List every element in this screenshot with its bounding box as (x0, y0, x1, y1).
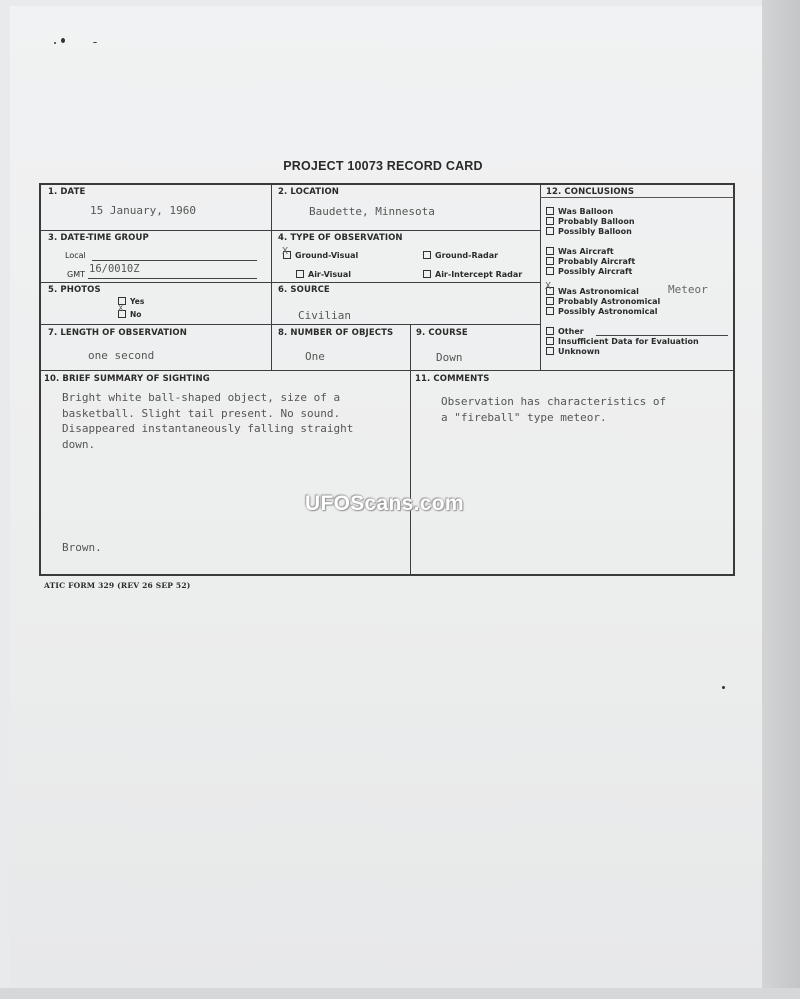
location-value: Baudette, Minnesota (309, 205, 435, 218)
checkbox-icon (423, 270, 431, 278)
grid-line (410, 324, 411, 576)
grid-line (40, 370, 734, 371)
conclusion-probably-astronomical (546, 297, 660, 306)
checkbox-icon (546, 207, 554, 215)
conclusion-text: Probably Astronomical (558, 297, 661, 306)
page-bottom-shadow (0, 988, 800, 999)
option-label: Air-Intercept Radar (435, 270, 523, 279)
conclusion-was-aircraft (546, 247, 614, 256)
conclusion-text: Was Astronomical (558, 287, 639, 296)
conclusion-text: Possibly Balloon (558, 227, 632, 236)
option-label: Air-Visual (308, 270, 352, 279)
grid-line (40, 230, 540, 231)
dtg-local-line (92, 260, 257, 261)
conclusion-was-astronomical (546, 287, 639, 296)
scan-speck (93, 42, 97, 43)
scan-speck (61, 38, 65, 43)
conclusion-insufficient-data (546, 337, 699, 346)
num-objects-label: 8. NUMBER OF OBJECTS (278, 328, 394, 338)
checkbox-icon (546, 337, 554, 345)
checkbox-icon (296, 270, 304, 278)
dtg-gmt-value: 16/0010Z (89, 263, 140, 275)
dtg-gmt-line (88, 278, 257, 279)
conclusion-probably-balloon (546, 217, 635, 226)
checkbox-icon (546, 247, 554, 255)
length-value: one second (88, 349, 155, 362)
grid-line (271, 184, 272, 371)
checkbox-icon (546, 257, 554, 265)
grid-line (540, 184, 541, 371)
conclusion-text: Unknown (558, 347, 600, 356)
conclusion-possibly-aircraft (546, 267, 632, 276)
scan-speck (54, 42, 56, 44)
length-label: 7. LENGTH OF OBSERVATION (48, 328, 187, 338)
photos-label: 5. PHOTOS (48, 285, 101, 295)
conclusion-annotation: Meteor (668, 283, 708, 296)
conclusion-text: Was Balloon (558, 207, 614, 216)
checkbox-icon (423, 251, 431, 259)
option-label: No (130, 310, 142, 319)
conclusion-text: Possibly Astronomical (558, 307, 658, 316)
checkmark-icon: X (282, 246, 289, 257)
checkbox-icon (546, 347, 554, 355)
conclusion-other (546, 327, 584, 336)
conclusion-text: Probably Balloon (558, 217, 635, 226)
scan-speck (722, 686, 725, 689)
date-label: 1. DATE (48, 187, 86, 197)
source-value: Civilian (298, 309, 351, 322)
conclusion-text: Probably Aircraft (558, 257, 636, 266)
conclusion-was-balloon (546, 207, 613, 216)
option-label: Ground-Radar (435, 251, 499, 260)
form-id: ATIC FORM 329 (REV 26 SEP 52) (44, 581, 191, 590)
obs-option-ground-visual (283, 251, 358, 260)
course-value: Down (436, 351, 463, 364)
obs-type-label: 4. TYPE OF OBSERVATION (278, 233, 403, 243)
checkbox-icon (546, 267, 554, 275)
checkbox-icon (546, 227, 554, 235)
obs-option-air-intercept (423, 270, 522, 279)
comments-label: 11. COMMENTS (415, 374, 490, 384)
checkbox-icon (546, 327, 554, 335)
checkbox-icon (546, 217, 554, 225)
option-label: Yes (130, 297, 145, 306)
source-label: 6. SOURCE (278, 285, 330, 295)
dtg-gmt-label: GMT (67, 270, 85, 279)
conclusion-unknown (546, 347, 600, 356)
date-value: 15 January, 1960 (90, 204, 196, 217)
conclusion-possibly-balloon (546, 227, 632, 236)
checkmark-icon: X (118, 304, 124, 314)
page-edge-shadow (762, 0, 800, 999)
grid-line (40, 282, 540, 283)
conclusion-probably-aircraft (546, 257, 635, 266)
dtg-label: 3. DATE-TIME GROUP (48, 233, 149, 243)
comments-text: Observation has characteristics of a "fireball" type meteor. (441, 395, 667, 424)
checkmark-icon: X (545, 281, 552, 292)
checkbox-icon (546, 297, 554, 305)
option-label: Ground-Visual (295, 251, 359, 260)
summary-signature: Brown. (62, 541, 102, 554)
num-objects-value: One (305, 350, 325, 363)
conclusion-possibly-astronomical (546, 307, 657, 316)
conclusion-text: Other (558, 327, 584, 336)
card-title: PROJECT 10073 RECORD CARD (283, 159, 483, 173)
checkbox-icon (546, 307, 554, 315)
dtg-local-label: Local (65, 251, 86, 260)
conclusions-label: 12. CONCLUSIONS (546, 187, 635, 197)
conclusions-rule (540, 197, 734, 198)
watermark: UFOScans.com (305, 492, 464, 515)
other-line (596, 335, 728, 336)
grid-line (40, 324, 540, 325)
conclusion-text: Possibly Aircraft (558, 267, 633, 276)
conclusion-text: Was Aircraft (558, 247, 614, 256)
conclusion-text: Insufficient Data for Evaluation (558, 337, 699, 346)
summary-text: Bright white ball-shaped object, size of a basketball. Slight tail present. No sound. Disappeared instantaneously falling straight down. (62, 391, 354, 451)
summary-label: 10. BRIEF SUMMARY OF SIGHTING (44, 374, 210, 384)
obs-option-air-visual (296, 270, 351, 279)
obs-option-ground-radar (423, 251, 498, 260)
course-label: 9. COURSE (416, 328, 468, 338)
location-label: 2. LOCATION (278, 187, 339, 197)
